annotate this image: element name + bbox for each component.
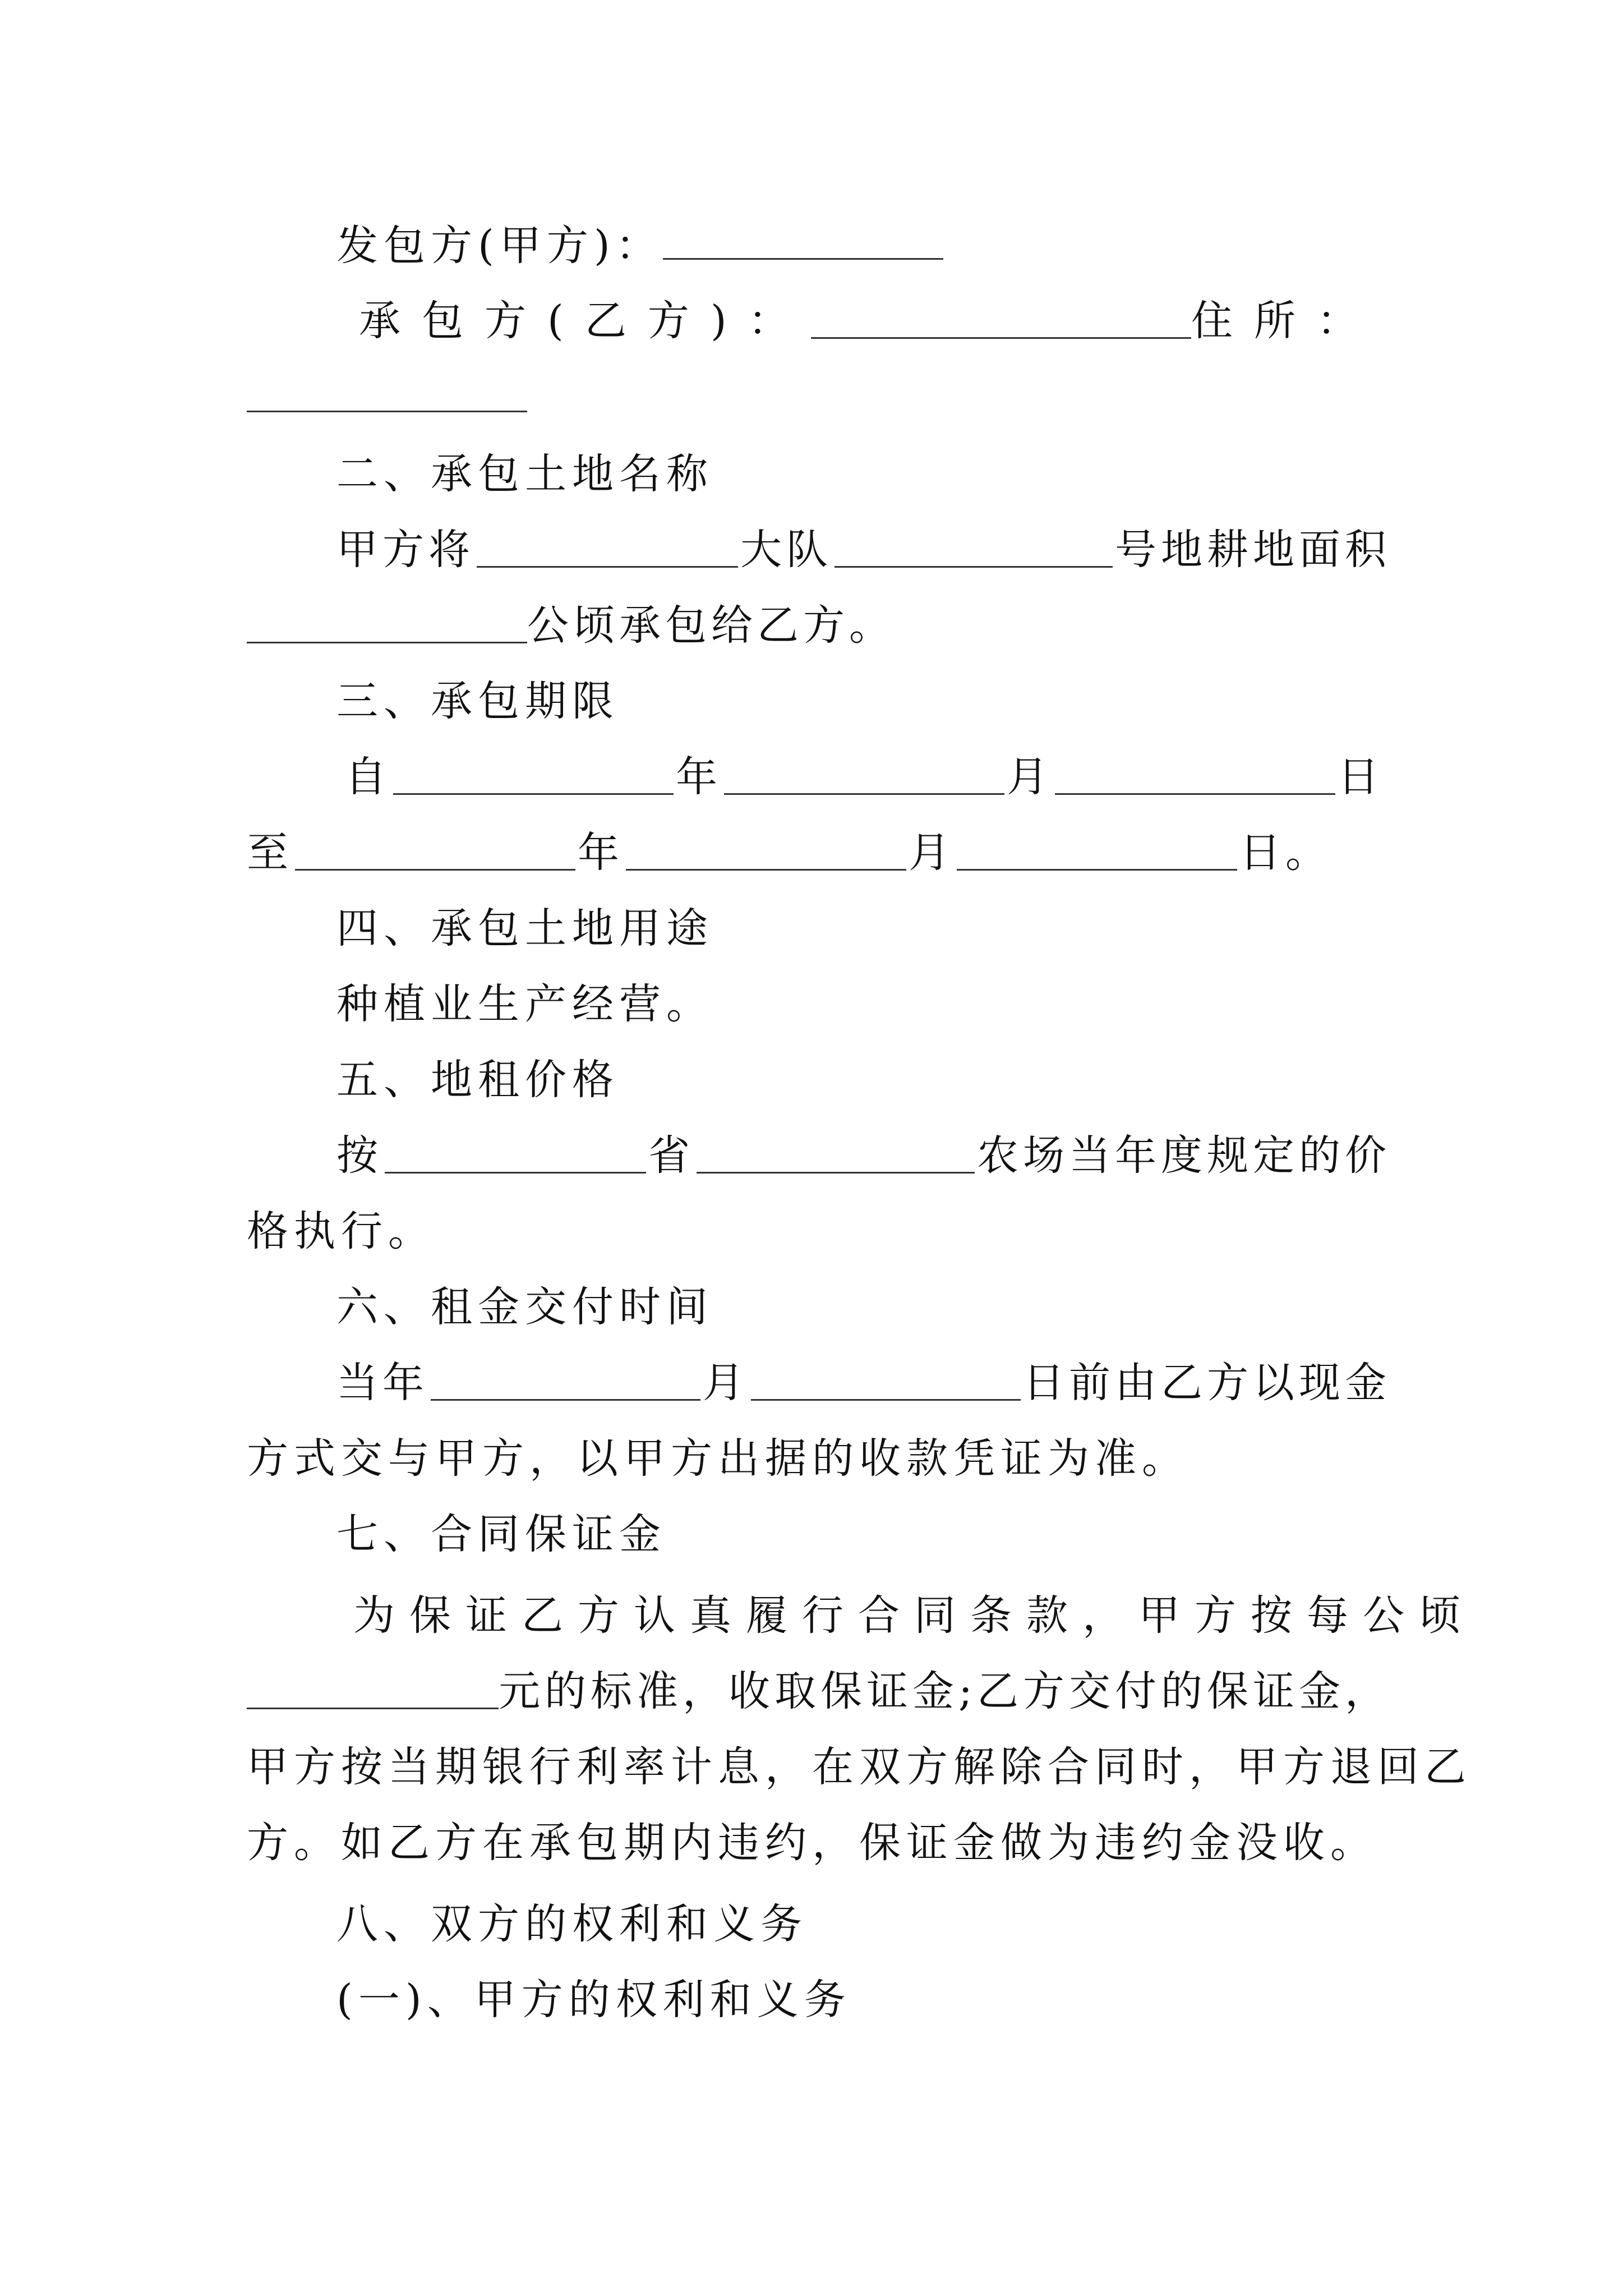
deposit-line-2 <box>247 1663 1391 1719</box>
term-start-year-blank <box>393 760 674 795</box>
section-5-heading <box>247 1052 1391 1108</box>
section-8-1-title: (一)、甲方的权利和义务 <box>336 1976 851 2024</box>
price-text-d: 格执行。 <box>247 1207 435 1255</box>
farm-blank <box>697 1138 975 1174</box>
price-text-b: 省 <box>648 1131 695 1180</box>
party-a-label: 发包方(甲方)： <box>336 222 663 270</box>
payment-text-a: 当年 <box>336 1359 428 1407</box>
term-start-day-blank <box>1055 760 1335 795</box>
term-start-day-label: 日 <box>1338 753 1384 801</box>
term-end-day-label: 日。 <box>1239 829 1331 877</box>
term-start-year-label: 年 <box>676 753 722 801</box>
party-b-line <box>359 293 1380 349</box>
section-4-title: 四、承包土地用途 <box>336 904 713 953</box>
payment-day-blank <box>751 1365 1021 1401</box>
deposit-text-a: 为保证乙方认真履行合同条款，甲方按每公顷 <box>353 1591 1475 1640</box>
deposit-line-4 <box>247 1815 1391 1871</box>
section-2-heading <box>247 446 1391 502</box>
section-8-1-heading <box>247 1972 1391 2028</box>
party-a-line <box>247 218 1391 274</box>
section-7-heading <box>247 1506 1391 1562</box>
section-8-title: 八、双方的权利和义务 <box>336 1900 808 1948</box>
province-blank <box>385 1138 646 1174</box>
deposit-line-1 <box>353 1588 1475 1644</box>
price-line <box>247 1128 1391 1184</box>
land-text-a: 甲方将 <box>336 526 474 574</box>
term-start-month-blank <box>724 760 1004 795</box>
party-b-blank <box>811 303 1191 339</box>
price-text-a: 按 <box>336 1131 382 1180</box>
term-end-day-blank <box>957 835 1237 871</box>
deposit-text-d: 方。如乙方在承包期内违约，保证金做为违约金没收。 <box>247 1819 1377 1867</box>
land-area-blank <box>247 608 527 643</box>
payment-time-line <box>247 1355 1391 1411</box>
land-area-line <box>247 597 1391 654</box>
section-4-heading <box>247 900 1391 956</box>
price-line-2 <box>247 1203 1391 1259</box>
party-b-label: 承包方(乙方)： <box>359 297 811 345</box>
term-to-label: 至 <box>247 829 293 877</box>
term-start-line <box>247 749 1391 805</box>
land-text-b: 大队 <box>740 526 833 574</box>
section-8-heading <box>247 1896 1391 1952</box>
section-7-title: 七、合同保证金 <box>336 1510 666 1558</box>
deposit-line-3 <box>247 1739 1472 1795</box>
section-6-title: 六、租金交付时间 <box>336 1283 713 1331</box>
payment-month-blank <box>431 1365 700 1401</box>
term-end-year-blank <box>295 835 575 871</box>
deposit-text-b: 元的标准，收取保证金;乙方交付的保证金， <box>499 1667 1391 1715</box>
term-end-line <box>247 825 1391 881</box>
section-5-title: 五、地租价格 <box>336 1056 619 1104</box>
deposit-amount-blank <box>247 1674 499 1709</box>
payment-line-2 <box>247 1430 1391 1487</box>
payment-text-d: 方式交与甲方，以甲方出据的收款凭证为准。 <box>247 1434 1189 1483</box>
price-text-c: 农场当年度规定的价 <box>977 1131 1391 1180</box>
land-area-text: 公顷承包给乙方。 <box>527 601 895 650</box>
land-use-line <box>247 976 1391 1032</box>
payment-text-b: 月 <box>703 1359 749 1407</box>
section-3-heading <box>247 673 1391 729</box>
land-blank-2 <box>834 532 1113 568</box>
land-name-line <box>247 522 1391 578</box>
payment-text-c: 日前由乙方以现金 <box>1023 1359 1391 1407</box>
land-use-text: 种植业生产经营。 <box>336 980 713 1028</box>
term-start-month-label: 月 <box>1007 753 1053 801</box>
land-blank-1 <box>477 532 738 568</box>
term-end-year-label: 年 <box>578 829 624 877</box>
section-3-title: 三、承包期限 <box>336 677 619 725</box>
term-from-label: 自 <box>345 753 391 801</box>
deposit-text-c: 甲方按当期银行利率计息，在双方解除合同时，甲方退回乙 <box>247 1743 1472 1791</box>
term-end-month-label: 月 <box>909 829 955 877</box>
address-label: 住所： <box>1191 297 1380 345</box>
address-blank-line <box>247 370 1391 426</box>
party-a-blank <box>663 224 943 260</box>
section-6-heading <box>247 1279 1391 1335</box>
land-text-c: 号地耕地面积 <box>1115 526 1391 574</box>
section-2-title: 二、承包土地名称 <box>336 450 713 498</box>
address-blank <box>247 377 527 412</box>
term-end-month-blank <box>626 835 906 871</box>
